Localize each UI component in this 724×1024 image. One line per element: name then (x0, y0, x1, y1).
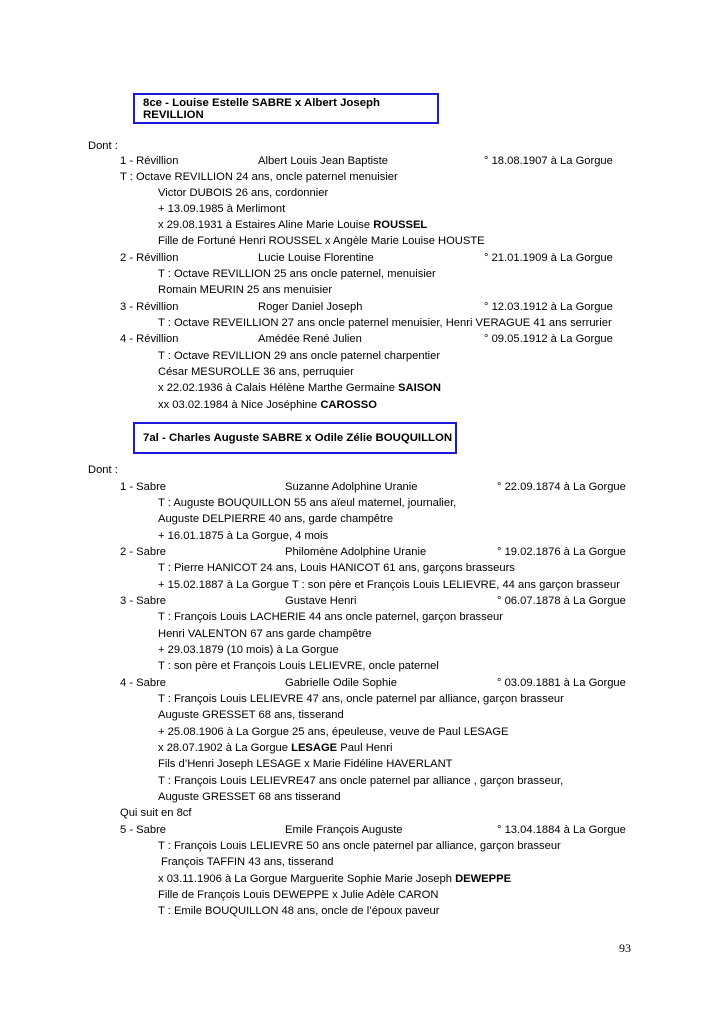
parents-line: Fils d’Henri Joseph LESAGE x Marie Fidéline HAVERLANT (158, 758, 453, 770)
witness-line: T : Octave REVEILLION 27 ans oncle paternel menuisier, Henri VERAGUE 41 ans serrurier (158, 317, 612, 329)
dont-label: Dont : (88, 464, 118, 476)
remarriage-line (158, 398, 377, 412)
witness-line: T : Octave REVILLION 25 ans oncle paternel, menuisier (158, 268, 436, 280)
detail-line: Romain MEURIN 25 ans menuisier (158, 284, 333, 296)
death-line: + 16.01.1875 à La Gorgue, 4 mois (158, 530, 329, 542)
child-birth: ° 13.04.1884 à La Gorgue (497, 824, 626, 836)
spouse-surname: DEWEPPE (455, 873, 512, 885)
child-names: Roger Daniel Joseph (258, 301, 363, 313)
child-birth: ° 06.07.1878 à La Gorgue (497, 595, 626, 607)
child-number: 2 - Révillion (120, 252, 179, 264)
witness-line: T : Emile BOUQUILLON 48 ans, oncle de l’époux paveur (158, 905, 440, 917)
marriage-text: x 03.11.1906 à La Gorgue Marguerite Sophie Marie Joseph (158, 873, 456, 885)
witness-line: T : Octave REVILLION 29 ans oncle paternel charpentier (158, 350, 441, 362)
marriage-text: x 28.07.1902 à La Gorgue (158, 742, 292, 754)
detail-line: Auguste DELPIERRE 40 ans, garde champêtre (158, 513, 394, 525)
child-birth: ° 22.09.1874 à La Gorgue (497, 481, 626, 493)
page-number: 93 (619, 941, 631, 955)
detail-line: Auguste GRESSET 68 ans, tisserand (158, 709, 344, 721)
child-birth: ° 12.03.1912 à La Gorgue (484, 301, 613, 313)
section-title-box (133, 93, 439, 124)
child-number: 1 - Sabre (120, 481, 167, 493)
child-number: 2 - Sabre (120, 546, 167, 558)
witness-line: T : Octave REVILLION 24 ans, oncle paternel menuisier (120, 171, 398, 183)
detail-line: Victor DUBOIS 26 ans, cordonnier (158, 187, 329, 199)
section-title: 8ce - Louise Estelle SABRE x Albert Joseph REVILLION (143, 96, 380, 121)
child-names: Gabrielle Odile Sophie (285, 677, 397, 689)
section-title: 7al - Charles Auguste SABRE x Odile Zélie BOUQUILLON (143, 432, 453, 444)
child-number: 1 - Révillion (120, 155, 179, 167)
continuation-note: Qui suit en 8cf (120, 807, 192, 819)
witness-line: T : François Louis LELIEVRE 47 ans, oncle paternel par alliance, garçon brasseur (158, 693, 564, 705)
child-names: Albert Louis Jean Baptiste (258, 155, 388, 167)
spouse-surname: LESAGE (291, 742, 338, 754)
marriage-line (158, 381, 441, 395)
detail-line: Auguste GRESSET 68 ans tisserand (158, 791, 341, 803)
marriage-line (158, 218, 427, 232)
detail-line: César MESUROLLE 36 ans, perruquier (158, 366, 354, 378)
dont-label: Dont : (88, 140, 118, 152)
child-number: 3 - Sabre (120, 595, 167, 607)
detail-line: François TAFFIN 43 ans, tisserand (161, 856, 334, 868)
child-names: Gustave Henri (285, 595, 357, 607)
witness-line: T : François Louis LELIEVRE 50 ans oncle paternel par alliance, garçon brasseur (158, 840, 561, 852)
spouse-given-names: Paul Henri (337, 742, 393, 754)
child-birth: ° 09.05.1912 à La Gorgue (484, 333, 613, 345)
spouse-surname: SAISON (398, 382, 441, 394)
child-number: 5 - Sabre (120, 824, 167, 836)
child-birth: ° 03.09.1881 à La Gorgue (497, 677, 626, 689)
death-line: + 29.03.1879 (10 mois) à La Gorgue (158, 644, 339, 656)
parents-line: Fille de Fortuné Henri ROUSSEL x Angèle Marie Louise HOUSTE (158, 235, 485, 247)
child-number: 3 - Révillion (120, 301, 179, 313)
marriage-text: x 29.08.1931 à Estaires Aline Marie Louise (158, 219, 374, 231)
marriage-text: x 22.02.1936 à Calais Hélène Marthe Germaine (158, 382, 399, 394)
marriage-line (158, 872, 511, 886)
witness-line: T : François Louis LELIEVRE47 ans oncle paternel par alliance , garçon brasseur, (158, 775, 564, 787)
child-names: Suzanne Adolphine Uranie (285, 481, 418, 493)
child-birth: ° 18.08.1907 à La Gorgue (484, 155, 613, 167)
child-names: Emile François Auguste (285, 824, 403, 836)
child-names: Lucie Louise Florentine (258, 252, 374, 264)
spouse-surname: CAROSSO (320, 399, 377, 411)
child-names: Amédée René Julien (258, 333, 362, 345)
witness-line: T : son père et François Louis LELIEVRE, oncle paternel (158, 660, 439, 672)
detail-line: Henri VALENTON 67 ans garde champêtre (158, 628, 372, 640)
spouse-surname: ROUSSEL (373, 219, 428, 231)
section-title-box (133, 422, 457, 454)
witness-line: T : Pierre HANICOT 24 ans, Louis HANICOT 61 ans, garçons brasseurs (158, 562, 515, 574)
child-number: 4 - Sabre (120, 677, 167, 689)
marriage-text: xx 03.02.1984 à Nice Joséphine (158, 399, 321, 411)
parents-line: Fille de François Louis DEWEPPE x Julie Adèle CARON (158, 889, 439, 901)
death-line: + 15.02.1887 à La Gorgue T : son père et François Louis LELIEVRE, 44 ans garçon brasseur (158, 579, 620, 591)
child-names: Philomène Adolphine Uranie (285, 546, 427, 558)
death-line: + 25.08.1906 à La Gorgue 25 ans, épeuleuse, veuve de Paul LESAGE (158, 726, 509, 738)
child-birth: ° 19.02.1876 à La Gorgue (497, 546, 626, 558)
marriage-line (158, 741, 392, 755)
witness-line: T : François Louis LACHERIE 44 ans oncle paternel, garçon brasseur (158, 611, 503, 623)
death-line: + 13.09.1985 à Merlimont (158, 203, 286, 215)
child-number: 4 - Révillion (120, 333, 179, 345)
child-birth: ° 21.01.1909 à La Gorgue (484, 252, 613, 264)
witness-line: T : Auguste BOUQUILLON 55 ans aïeul maternel, journalier, (158, 497, 457, 509)
